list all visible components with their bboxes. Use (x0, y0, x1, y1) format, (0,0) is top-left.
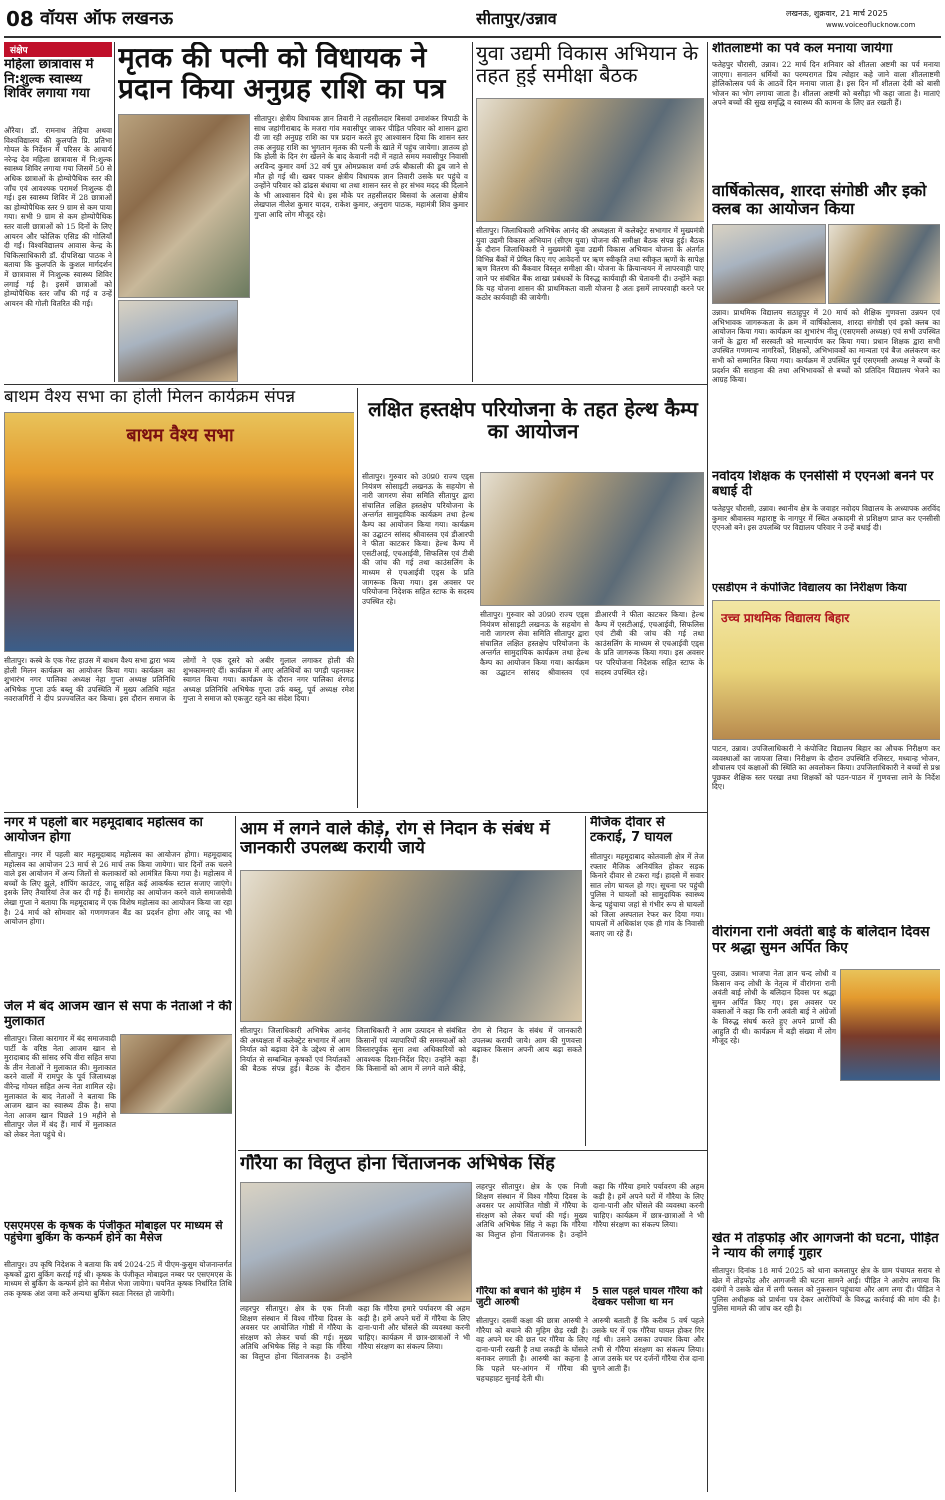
widow-body: सीतापुर। क्षेत्रीय विधायक ज्ञान तिवारी ने तहसीलदार बिसवां उमाशंकर त्रिपाठी के साथ जहांगीराबाद के मजरा गांव मवासीपुर जाकर पीड़ित परिवार को शासन द्वारा दी जा रही अनुग्रह राशि का पत्र प्रदान करते हुए आश्वासन दिया कि शासन स्तर तक अनुग्रह राशि का भुगतान मृतक की पत्नी के खाते में पहुंच जायेगा। ज्ञातव्य हो कि होली के दिन रंग खेलने के बाद केवानी नदी में नहाते समय मवासीपुर निवासी अरविन्द कुमार वर्मा 32 वर्ष पुत्र ओमप्रकाश वर्मा उर्फ बौकाली की डूब जाने से मौत हो गई थी। खबर पाकर क्षेत्रीय विधायक ज्ञान तिवारी उसके घर पहुंचे व उन्होंने परिवार को ढांढस बंधाया था तथा शासन स्तर से हर संभव मदद की दिलाने के भी आश्वासन दिये थे। इस मौके पर तहसीलदार बिसवां के अलावा क्षेत्रीय लेखपाल नीलेश कुमार यादव, राकेश कुमार, अनुराग पाठक, महामंत्री शिव कुमार गुप्ता आदि लोग मौजूद रहे। (254, 114, 468, 219)
health-photo (480, 472, 704, 606)
section-rule (4, 384, 707, 385)
widow-photo-2 (118, 300, 238, 382)
sharda-photo-1 (712, 224, 826, 304)
col-divider (114, 42, 115, 382)
section-rule (238, 1150, 707, 1151)
story-gauraiya (240, 1154, 704, 1494)
masthead-rule (4, 36, 941, 38)
story-youth (476, 42, 704, 382)
col-divider (357, 388, 358, 808)
vaishya-headline: बाथम वैश्य सभा का होली मिलन कार्यक्रम संपन्न (4, 388, 296, 407)
story-sharda (712, 182, 940, 467)
wall-headline: मैजिक दीवार से टकराई, 7 घायल (590, 816, 673, 845)
story-wall (590, 816, 704, 1146)
vaishya-photo-banner: बाथम वैश्य सभा (126, 425, 234, 446)
widow-photo (118, 114, 250, 298)
page-number: 08 (6, 8, 34, 31)
sdm-photo (712, 600, 940, 740)
mahotsav-headline: नगर में पहली बार महमूदाबाद महोत्सव का आयोजन होगा (4, 816, 203, 845)
veerangana-body: पुरवा, उन्नाव। भाजपा नेता ज्ञान चन्द लोधी व किसान वन्द लोधी के नेतृत्व में वीरांगना रानी अवंती बाई लोधी के बलिदान दिवस पर श्रद्धा सुमन अर्पित किए गए। इस अवसर पर वक्ताओं ने कहा कि रानी अवंती बाई ने अंग्रेजों के विरुद्ध संघर्ष करते हुए अपने प्राणों की आहुति दी थी। कार्यक्रम में बड़ी संख्या में लोग मौजूद रहे। (712, 969, 836, 1046)
sharda-headline: वार्षिकोत्सव, शारदा संगोष्ठी और इको क्लब का आयोजन किया (712, 182, 927, 218)
sdm-body: पाटन, उन्नाव। उपजिलाधिकारी ने कंपोजिट विद्यालय बिहार का औचक निरीक्षण कर व्यवस्थाओं का जायजा लिया। निरीक्षण के दौरान उपस्थिति रजिस्टर, मध्यान्ह भोजन, शौचालय एवं कक्षाओं की स्थिति का अवलोकन किया। उपजिलाधिकारी ने बच्चों से प्रश्न पूछकर शैक्षिक स्तर परखा तथा शिक्षकों को पठन-पाठन में गुणवत्ता लाने के निर्देश दिए। (712, 744, 940, 792)
sharda-photo-2 (828, 224, 940, 304)
brief-headline: महिला छात्रावास में नि:शुल्क स्वास्थ्य शिविर लगाया गया (4, 58, 94, 102)
wall-body: सीतापुर। महमूदाबाद कोतवाली क्षेत्र में तेज रफ्तार मैजिक अनियंत्रित होकर सड़क किनारे दीवार से टकरा गई। हादसे में सवार सात लोग घायल हो गए। सूचना पर पहुंची पुलिस ने घायलों को सामुदायिक स्वास्थ्य केन्द्र पहुंचाया जहां से गंभीर रूप से घायलों को जिला अस्पताल रेफर कर दिया गया। घायलों में अधिकांश एक ही गांव के निवासी बताए जा रहे हैं। (590, 852, 704, 938)
mango-body: सीतापुर। जिलाधिकारी अभिषेक आनंद की अध्यक्षता में कलेक्ट्रेट सभागार में आम निर्यात को बढ़ावा देने के उद्देश्य से आम निर्यात से सम्बन्धित कृषकों एवं निर्यातकों की बैठक संपन्न हुई। बैठक के दौरान जिलाधिकारी ने आम उत्पादन से संबंधित किसानों एवं व्यापारियों की समस्याओं को विस्तारपूर्वक सुना तथा अधिकारियों को आवश्यक दिशा-निर्देश दिए। उन्होंने कहा कि किसानों को आम में लगने वाले कीड़े, रोग से निदान के संबंध में जानकारी उपलब्ध करायी जाये। आम की गुणवत्ता बढ़ाकर किसान अपनी आय बढ़ा सकते हैं। (240, 1026, 582, 1074)
widow-headline: मृतक की पत्नी को विधायक ने प्रदान किया अनुग्रह राशि का पत्र (118, 42, 446, 105)
azam-headline: जेल में बंद आजम खान से सपा के नेताओं ने की मुलाकात (4, 1000, 232, 1029)
story-mango (240, 816, 582, 1146)
gauraiya-side (476, 1182, 704, 1492)
publication-name: वॉयस ऑफ लखनऊ (40, 9, 174, 29)
sheetala-body: फतेहपुर चौरासी, उन्नाव। 22 मार्च दिन शनिवार को शीतला अष्टमी का पर्व मनाया जाएगा। सनातन धर्मियों का परम्परागत प्रिय त्योहार कहे जाने वाला शीतलाष्टमी होलिकोत्सव पर्व के आठवें दिन मनाया जाता है। इस दिन माँ शीतला देवी को बासी भोजन का भोग लगाया जाता है। शीतला अष्टमी को बसौड़ा भी कहा जाता है। माताएं अपने बच्चों की सुख समृद्धि व स्वास्थ्य की कामना के लिए व्रत रखती हैं। (712, 60, 940, 108)
injured-headline: 5 साल पहले घायल गौरैया को देखकर पसीजा था मन (592, 1286, 703, 1309)
youth-headline: युवा उद्यमी विकास अभियान के तहत हुई समीक्षा बैठक (476, 42, 699, 87)
navodaya-body: फतेहपुर चौरासी, उन्नाव। स्थानीय क्षेत्र के जवाहर नवोदय विद्यालय के अध्यापक अरविंद कुमार श्रीवास्तव महाराष्ट्र के नागपुर में स्थित अकादमी से प्रशिक्षण प्राप्त कर एनसीसी एएनओ बने। इस उपलब्धि पर विद्यालय परिवार ने उन्हें बधाई दी। (712, 504, 940, 533)
story-mahotsav (4, 816, 232, 996)
brief-tag: संक्षेप (4, 42, 112, 57)
veerangana-photo (840, 969, 940, 1081)
col-divider (235, 816, 236, 1492)
navodaya-headline: नवोदय शिक्षक के एनसीसी में एएनओ बनने पर बधाई दी (712, 470, 934, 499)
health-body: सीतापुर। गुरुवार को उ0प्र0 राज्य एड्स नियंत्रण सोसाइटी लखनऊ के सहयोग से नारी जागरण सेवा समिति सीतापुर द्वारा संचालित लक्षित हस्तक्षेप परियोजना के अन्तर्गत सामुदायिक कार्यक्रम तथा हेल्थ कैम्प का आयोजन किया गया। कार्यक्रम का उद्घाटन सांसद श्रीवास्तव एवं डीआरपी ने फीता काटकर किया। हेल्थ कैम्प में एसटीआई, एचआईवी, सिफलिस एवं टीबी की जांच की गई तथा काउंसलिंग के माध्यम से एचआईवी एड्स के प्रति जागरूक किया गया। इस अवसर पर परियोजना निदेशक सहित स्टाफ के सदस्य उपस्थित रहे। (362, 472, 474, 606)
col-divider (472, 42, 473, 382)
sdm-headline: एसडीएम ने कंपोजिट विद्यालय का निरीक्षण किया (712, 582, 907, 594)
azam-body: सीतापुर। जिला कारागार में बंद समाजवादी पार्टी के वरिष्ठ नेता आजम खान से मुरादाबाद की सांसद रुचि वीरा सहित सपा के तीन नेताओं ने मुलाकात की। मुलाकात करने वालों में रामपुर के पूर्व जिलाध्यक्ष वीरेन्द्र गोयल सहित अन्य नेता शामिल रहे। मुलाकात के बाद नेताओं ने बताया कि आजम खान का स्वास्थ्य ठीक है। सपा नेता आजम खान पिछले 19 महीने से सीतापुर जेल में बंद हैं। मार्च में मुलाकात को लेकर नेता पहुंचे थे। (4, 1034, 116, 1139)
gauraiya-headline: गौरैया का विलुप्त होना चिंताजनक अभिषेक सिंह (240, 1154, 555, 1174)
youth-body: सीतापुर। जिलाधिकारी अभिषेक आनंद की अध्यक्षता में कलेक्ट्रेट सभागार में मुख्यमंत्री युवा उद्यमी विकास अभियान (सीएम युवा) योजना की समीक्षा बैठक संपन्न हुई। बैठक के दौरान जिलाधिकारी ने मुख्यमंत्री युवा उद्यमी विकास अभियान योजना के अंतर्गत विभिन्न बैंकों में प्रेषित किए गए आवेदनों पर ऋण स्वीकृति तथा स्वीकृत ऋणों के सापेक्ष ऋण वितरण की बैंकवार विस्तृत समीक्षा की। योजना के क्रियान्वयन में लापरवाही पाए जाने पर संबंधित बैंक शाखा प्रबंधकों के विरुद्ध कार्यवाही की चेतावनी दी। उन्होंने कहा कि यह योजना शासन की प्राथमिकता वाली योजना है अतः इसमें लापरवाही करने पर कठोर कार्यवाही की जायेगी। (476, 226, 704, 303)
section-rule (4, 812, 707, 813)
sheetala-headline: शीतलाष्टमी का पर्व कल मनाया जायेगा (712, 42, 893, 56)
fasal-headline: एसएमएस के कृषक के पंजीकृत मोबाइल पर माध्यम से पहुंचेगा बुकिंग के कन्फर्म होने का मैसेज (4, 1220, 223, 1245)
health-body-cont (480, 610, 704, 806)
farm-headline: खेत में तोड़फोड़ और आगजनी की घटना, पीड़ित ने न्याय की लगाई गुहार (712, 1232, 939, 1261)
gauraiya-body: लहरपुर सीतापुर। क्षेत्र के एक निजी शिक्षण संस्थान में विश्व गौरैया दिवस के अवसर पर आयोजित गोष्ठी में गौरैया के संरक्षण को लेकर चर्चा की गई। मुख्य अतिथि अभिषेक सिंह ने कहा कि गौरैया का विलुप्त होना चिंताजनक है। उन्होंने कहा कि गौरैया हमारे पर्यावरण की अहम कड़ी है। हमें अपने घरों में गौरैया के लिए दाना-पानी और घोंसले की व्यवस्था करनी चाहिए। कार्यक्रम में छात्र-छात्राओं ने भी गौरैया संरक्षण का संकल्प लिया। (240, 1304, 470, 1361)
mango-headline: आम में लगने वाले कीड़े, रोग से निदान के संबंध में जानकारी उपलब्ध करायी जाये (240, 820, 550, 859)
injured-body: आरुषी बताती हैं कि करीब 5 वर्ष पहले उसके घर में एक गौरैया घायल होकर गिर गई थी। उसने उसका उपचार किया और तभी से गौरैया संरक्षण का संकल्प लिया। आज उसके घर पर दर्जनों गौरैया रोज दाना चुगने आती हैं। (592, 1316, 704, 1373)
brief-body: औरैया। डॉ. रामनाथ तेहिया अथवा विश्वविद्यालय की कुलपति प्रि. प्रतिभा गोयल के निर्देशन में परिसर के आचार्य नरेन्द्र देव महिला छात्रावास में नि:शुल्क स्वास्थ्य शिविर लगाया गया जिसमें 50 से अधिक छात्राओं के होम्योपैथिक स्तर की जाँच एवं आवश्यक परामर्श निःशुल्क दी गई। इस स्वास्थ्य शिविर में 28 छात्राओं का होम्योपैथिक स्तर 9 ग्राम से कम पाया गया। सभी 9 ग्राम से कम होम्योपैथिक स्तर वाली छात्राओं को 15 दिनों के लिए आयरन और फोलिक एसिड की गोलियाँ दी गईं। विश्वविद्यालय आवास केन्द्र के चिकित्साधिकारी डॉ. दीपशिखा पाठक ने बताया कि कुलपति के कुशल मार्गदर्शन में छात्रावास में निःशुल्क स्वास्थ्य शिविर लगाई गई है। इसमें छात्राओं को होम्योपैथिक स्तर जाँच की गई व उन्हें आयरन की गोली वितरित की गई। (4, 126, 112, 308)
sharda-body: उन्नाव। प्राथमिक विद्यालय सठाहुपुर में 20 मार्च को शैक्षिक गुणवत्ता उन्नयन एवं अभिभावक जागरूकता के क्रम में वार्षिकोत्सव, शारदा संगोष्ठी एवं इको क्लब का आयोजन किया गया। कार्यक्रम का शुभारंभ नीतू (एसएमसी अध्यक्ष) एवं सभी उपस्थित जनों के द्वारा माँ सरस्वती को माल्यार्पण कर किया गया। प्रधान शिक्षक द्वारा सभी उपस्थित गणमान्य नागरिकों, शिक्षकों, अभिभावकों का मान्यता एवं बैज अलंकरण कर सभी को सम्मानित किया गया। कार्यक्रम में उपस्थित पूर्व एसएमसी अध्यक्ष ने बच्चों के प्रदर्शन की सराहना की तथा अभिभावकों से बच्चों को प्रतिदिन विद्यालय भेजने का आग्रह किया। (712, 308, 940, 385)
col-divider (585, 816, 586, 1146)
sdm-photo-sign: उच्च प्राथमिक विद्यालय बिहार (721, 611, 850, 625)
vaishya-photo (4, 412, 354, 652)
story-sdm (712, 582, 940, 922)
mango-photo (240, 870, 582, 1022)
mission-headline: गौरैया को बचाने की मुहिम में जुटी आरुषी (476, 1286, 581, 1309)
sidebar-brief (4, 42, 112, 377)
story-navodaya (712, 470, 940, 580)
gauraiya-photo (240, 1182, 472, 1302)
story-health (362, 388, 704, 808)
azam-photo (120, 1034, 232, 1114)
gauraiya-body-continuation: लहरपुर सीतापुर। क्षेत्र के एक निजी शिक्षण संस्थान में विश्व गौरैया दिवस के अवसर पर आयोजित गोष्ठी में गौरैया के संरक्षण को लेकर चर्चा की गई। मुख्य अतिथि अभिषेक सिंह ने कहा कि गौरैया का विलुप्त होना चिंताजनक है। उन्होंने कहा कि गौरैया हमारे पर्यावरण की अहम कड़ी है। हमें अपने घरों में गौरैया के लिए दाना-पानी और घोंसले की व्यवस्था करनी चाहिए। कार्यक्रम में छात्र-छात्राओं ने भी गौरैया संरक्षण का संकल्प लिया। (476, 1182, 704, 1239)
story-vaishya (4, 388, 354, 808)
health-body-continuation: सीतापुर। गुरुवार को उ0प्र0 राज्य एड्स नियंत्रण सोसाइटी लखनऊ के सहयोग से नारी जागरण सेवा समिति सीतापुर द्वारा संचालित लक्षित हस्तक्षेप परियोजना के अन्तर्गत सामुदायिक कार्यक्रम तथा हेल्थ कैम्प का आयोजन किया गया। कार्यक्रम का उद्घाटन सांसद श्रीवास्तव एवं डीआरपी ने फीता काटकर किया। हेल्थ कैम्प में एसटीआई, एचआईवी, सिफलिस एवं टीबी की जांच की गई तथा काउंसलिंग के माध्यम से एचआईवी एड्स के प्रति जागरूक किया गया। इस अवसर पर परियोजना निदेशक सहित स्टाफ के सदस्य उपस्थित रहे। (480, 610, 704, 677)
story-veerangana (712, 925, 940, 1230)
section-name: सीतापुर/उन्नाव (476, 10, 557, 28)
veerangana-headline: वीरांगना रानी अवंती बाई के बलिदान दिवस पर श्रद्धा सुमन अर्पित किए (712, 925, 930, 956)
story-widow (118, 42, 468, 382)
website: www.voiceoflucknow.com (826, 21, 916, 29)
health-headline: लक्षित हस्तक्षेप परियोजना के तहत हेल्थ कैम्प का आयोजन (368, 398, 698, 443)
story-fasal (4, 1220, 232, 1494)
mahotsav-body: सीतापुर। नगर में पहली बार महमूदाबाद महोत्सव का आयोजन होगा। महमूदाबाद महोत्सव का आयोजन 23 मार्च से 26 मार्च तक किया जायेगा। चार दिनों तक चलने वाले इस आयोजन में अन्य जिलों से कलाकारों को आमंत्रित किया गया है। महोत्सव में बच्चों के लिए झूले, शॉपिंग काउंटर, जादू सहित कई आकर्षक स्टाल सजाए जाएंगे। इसके लिए तैयारियां तेज कर दी गई हैं। समारोह का आयोजन करने वाले समाजसेवी लेखा गुप्ता ने बताया कि महमूदाबाद में एक विशेष महोत्सव का आयोजन किया जा रहा है। 24 मार्च को सोमवार को गणगणजन बैंड का प्रदर्शन होगा और जादू का भी आयोजन होगा। (4, 850, 232, 927)
masthead (6, 4, 939, 34)
story-sheetala (712, 42, 940, 180)
story-azam (4, 1000, 232, 1215)
col-divider (707, 42, 708, 1492)
fasal-body: सीतापुर। उप कृषि निदेशक ने बताया कि वर्ष 2024-25 में पीएम-कुसुम योजनान्तर्गत कृषकों द्वारा बुकिंग कराई गई थी। कृषक के पंजीकृत मोबाइल नम्बर पर एसएमएस के माध्यम से बुकिंग के कन्फर्म होने का मैसेज भेजा जायेगा। चयनित कृषक निर्धारित तिथि तक कृषक अंश जमा करें अन्यथा बुकिंग स्वतः निरस्त हो जायेगी। (4, 1260, 232, 1298)
vaishya-body: सीतापुर। कस्बे के एक गेस्ट हाउस में बाथम वैश्य सभा द्वारा भव्य होली मिलन कार्यक्रम का आयोजन किया गया। कार्यक्रम का शुभारंभ नगर पालिका अध्यक्ष नेहा गुप्ता अध्यक्ष प्रतिनिधि अभिषेक गुप्ता उर्फ बब्लू की उपस्थिति में मुख्य अतिथि महंत नवराजगिरी ने दीप प्रज्ज्वलित कर किया। इस दौरान समाज के लोगों ने एक दूसरे को अबीर गुलाल लगाकर होली की शुभकामनाएं दीं। कार्यक्रम में आए अतिथियों का पगड़ी पहनाकर स्वागत किया गया। कार्यक्रम के दौरान नगर पालिका शेरगढ़ अध्यक्ष प्रतिनिधि अभिषेक गुप्ता उर्फ बब्लू, पूर्व अध्यक्ष रमेश गुप्ता ने समाज को एकजुट रहने का संदेश दिया। (4, 656, 354, 704)
mission-body: सीतापुर। दसवीं कक्षा की छात्रा आरुषी ने गौरैया को बचाने की मुहिम छेड़ रखी है। वह अपने घर की छत पर गौरैया के लिए दाना-पानी रखती है तथा लकड़ी के घोंसले बनाकर लगाती है। आरुषी का कहना है कि पहले घर-आंगन में गौरैया की चहचहाहट सुनाई देती थी। (476, 1316, 588, 1383)
dateline: लखनऊ, शुक्रवार, 21 मार्च 2025 (786, 9, 888, 18)
youth-photo (476, 98, 704, 222)
story-farm (712, 1232, 940, 1494)
farm-body: सीतापुर। दिनांक 18 मार्च 2025 को थाना कमलापुर क्षेत्र के ग्राम पंचायत सराय से खेत में तोड़फोड़ और आगजनी की घटना सामने आई। पीड़ित ने आरोप लगाया कि दबंगों ने उसके खेत में लगी फसल को नुकसान पहुंचाया और आग लगा दी। पीड़ित ने पुलिस अधीक्षक को प्रार्थना पत्र देकर आरोपियों के विरुद्ध कार्रवाई की मांग की है। पुलिस मामले की जांच कर रही है। (712, 1266, 940, 1314)
gauraiya-side-text (476, 1182, 704, 1282)
